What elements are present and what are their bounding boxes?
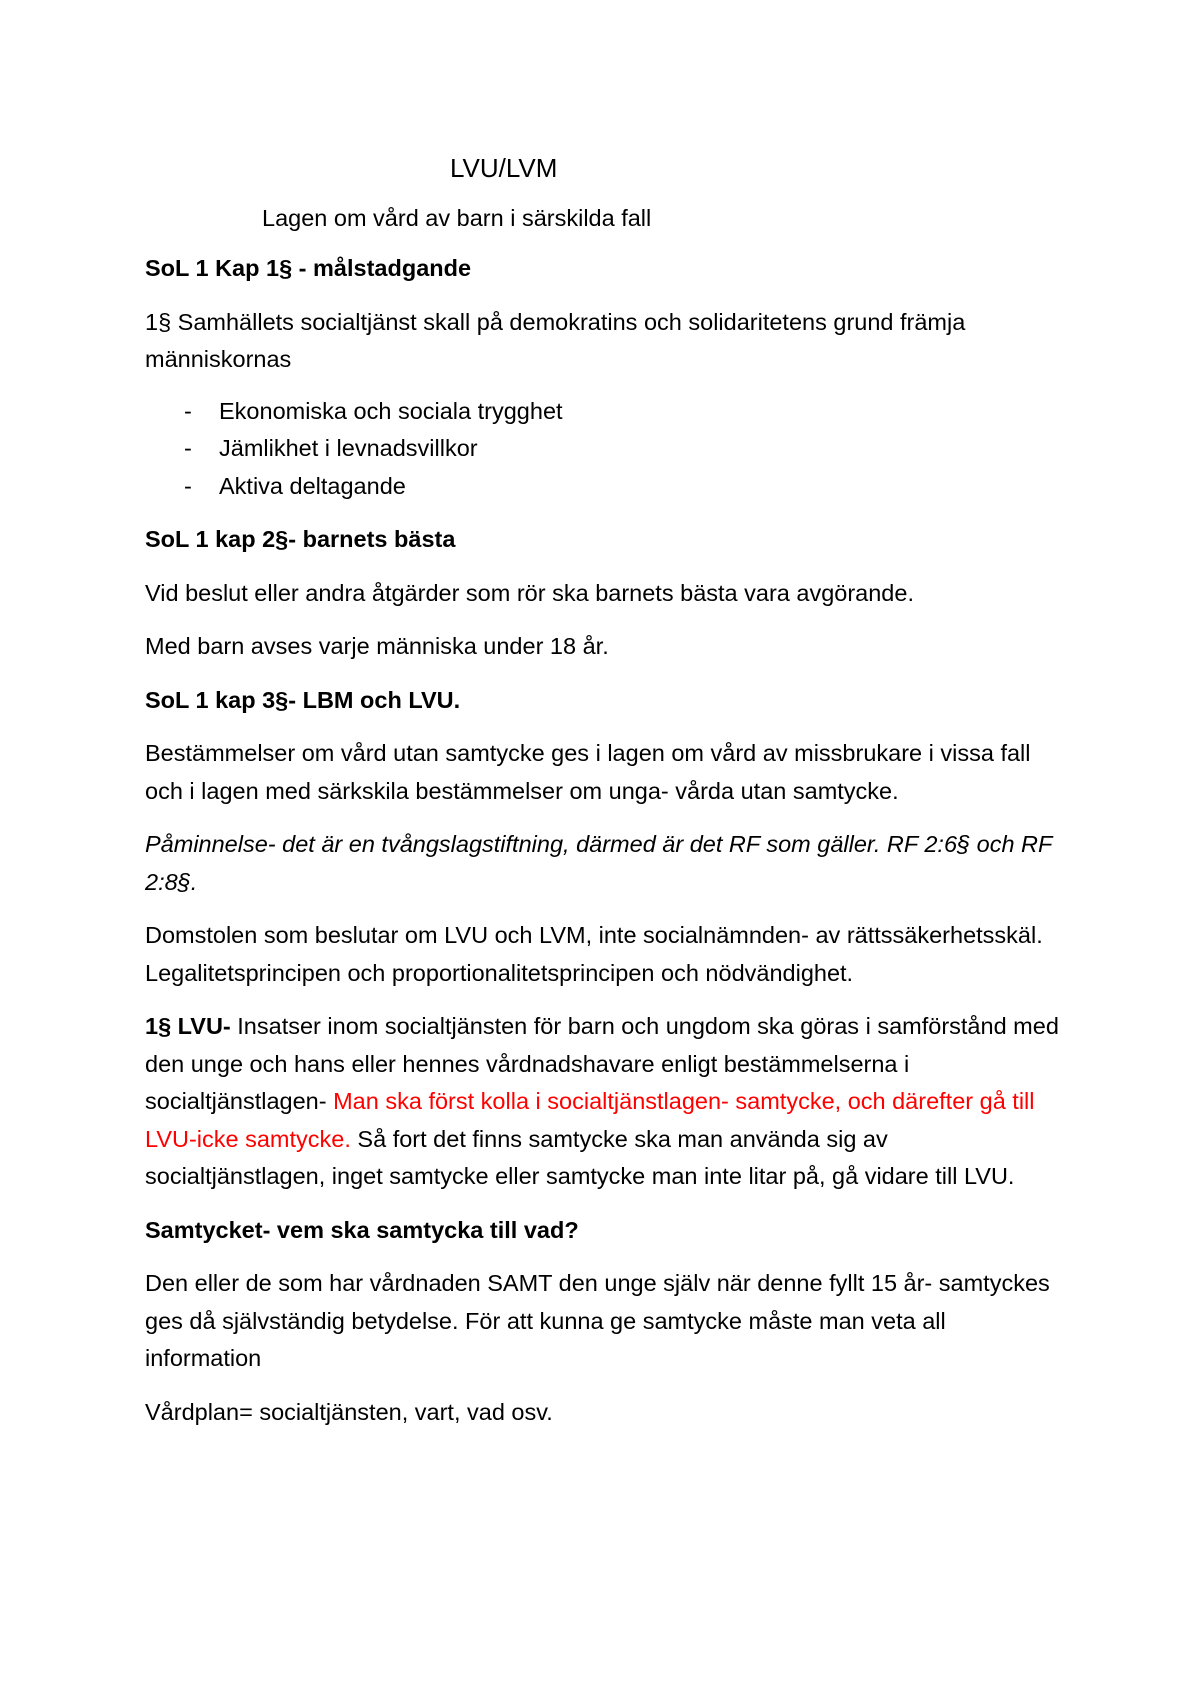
paragraph-vard-utan-samtycke: Bestämmelser om vård utan samtycke ges i lagen om vård av missbrukare i vissa fall och i lagen med särkskila bestämmelser om unga- vårda utan samtycke. <box>145 740 1031 804</box>
lvu-1-red-text: Man ska först kolla i socialtjänstlagen- samtycke, och därefter gå till LVU-icke samtycke. <box>145 1088 1035 1152</box>
heading-sol-kap1-3: SoL 1 kap 3§- LBM och LVU. <box>145 686 461 713</box>
dash-bullet: - <box>184 397 192 424</box>
document-title: LVU/LVM <box>450 153 558 183</box>
list-item-text: Aktiva deltagande <box>219 472 406 499</box>
paragraph-lvu-1 <box>145 1008 1065 1196</box>
paragraph-barnets-basta: Vid beslut eller andra åtgärder som rör ska barnets bästa vara avgörande. <box>145 579 914 606</box>
list-item-text: Ekonomiska och sociala trygghet <box>219 397 563 424</box>
list-item <box>145 430 1065 468</box>
lvu-1-lead: 1§ LVU- <box>145 1013 231 1039</box>
heading-sol-kap1-1: SoL 1 Kap 1§ - målstadgande <box>145 255 472 281</box>
paragraph-domstolen: Domstolen som beslutar om LVU och LVM, inte socialnämnden- av rättssäkerhetsskäl. Legalitetsprincipen och proportionalitetsprincipen och nödvändighet. <box>145 922 1043 986</box>
dash-bullet: - <box>184 435 192 461</box>
goals-list <box>145 393 1065 506</box>
document-content <box>145 150 1065 1447</box>
document-subtitle: Lagen om vård av barn i särskilda fall <box>262 205 652 231</box>
dash-bullet: - <box>184 472 192 499</box>
paragraph-samtycke-vardnad: Den eller de som har vårdnaden SAMT den unge själv när denne fyllt 15 år- samtyckes ges då självständig betydelse. För att kunna ge samtycke måste man veta all information <box>145 1270 1050 1371</box>
heading-sol-kap1-2: SoL 1 kap 2§- barnets bästa <box>145 526 456 552</box>
paragraph-barn-definition: Med barn avses varje människa under 18 år. <box>145 633 609 659</box>
paragraph-samhallets-socialtjanst: 1§ Samhällets socialtjänst skall på demokratins och solidaritetens grund främja människornas <box>145 308 966 372</box>
list-item-text: Jämlikhet i levnadsvillkor <box>219 435 478 461</box>
lvu-1-text-2: Så fort det finns samtycke ska man använda sig av socialtjänstlagen, inget samtycke eller samtycke man inte litar på, gå vidare till LVU. <box>145 1125 1015 1189</box>
list-item <box>145 393 1065 431</box>
paragraph-paminnelse: Påminnelse- det är en tvångslagstiftning, därmed är det RF som gäller. RF 2:6§ och RF 2:8§. <box>145 831 1052 895</box>
list-item <box>145 468 1065 506</box>
lvu-1-text-1: Insatser inom socialtjänsten för barn och ungdom ska göras i samförstånd med den unge och hans eller hennes vårdnadshavare enligt bestämmelserna i socialtjänstlagen- <box>145 1013 1059 1114</box>
paragraph-vardplan: Vårdplan= socialtjänsten, vart, vad osv. <box>145 1398 553 1425</box>
heading-samtycket: Samtycket- vem ska samtycka till vad? <box>145 1216 579 1243</box>
